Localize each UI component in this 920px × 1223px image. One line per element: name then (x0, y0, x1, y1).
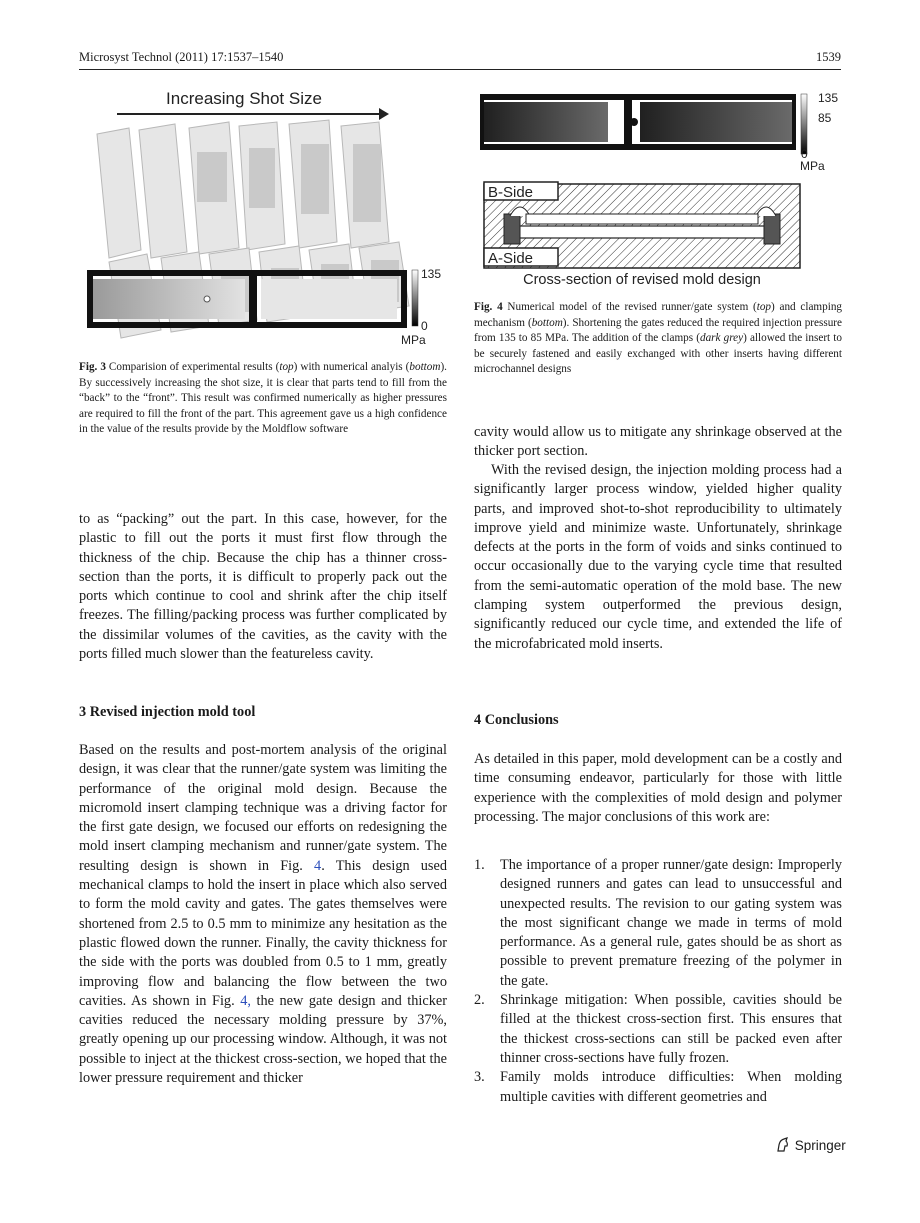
pressure-scale-bar-fig3 (412, 270, 418, 326)
cross-section-label: Cross-section of revised mold design (523, 272, 761, 288)
figure-4-caption: Fig. 4 Numerical model of the revised runner/gate system (top) and clamping mechanism (bottom). Shortening the gates reduced the required injection pressure from 135 to 85 MPa. The addition of the clamps (dark grey) allowed the insert to be securely fastened and easily exchanged with other inserts having different microchannel designs (474, 301, 843, 375)
running-header (79, 50, 841, 70)
fig4-caption-label: Fig. 4 (474, 301, 503, 313)
publisher-footer (775, 1137, 846, 1153)
right-continued-paragraph: cavity would allow us to mitigate any shrinkage observed at the thicker port section. (474, 424, 842, 460)
figure-4-image (474, 86, 842, 291)
pressure-scale-bar-fig4 (801, 94, 807, 154)
list-item: 3. Family molds introduce difficulties: When molding multiple cavities with different geometries and (474, 1069, 842, 1105)
shot-size-arrow-label: Increasing Shot Size (166, 89, 322, 108)
scale-max-label: 135 (421, 267, 442, 281)
revised-design-paragraph: With the revised design, the injection molding process had a significantly larger process window, yielded higher quality parts, and improved shot-to-shot reproducibility to ultimately improve yield and minimize waste. Unfortunately, shrinkage defects at the ports in the form of voids and sinks continued to occur occasionally due to the varying cycle time that resulted from the semi-automatic operation of the mold base. The new clamping system outperformed the previous design, significantly reduced our cycle time, and extended the life of the microfabricated mold inserts. (474, 462, 842, 652)
fig4-link[interactable]: 4, (240, 992, 251, 1009)
list-item: 2. Shrinkage mitigation: When possible, cavities should be filled at the thickest cross-section first. This ensures that the thickest cross-sections can still be packed even after thinner cross-sections have fully frozen. (474, 992, 842, 1066)
scale-mid-label: 85 (818, 111, 832, 125)
b-side-label: B-Side (488, 184, 534, 201)
scale-max-label: 135 (818, 91, 839, 105)
list-item: 1. The importance of a proper runner/gate design: Improperly designed runners and gates can lead to unsuccessful and unexpected results. The revision to our gating system was the most significant change we made in terms of mold performance. As a general rule, gates should be as short as possible to prevent premature freezing of the polymer in the gate. (474, 857, 842, 989)
springer-horse-logo-icon (775, 1137, 791, 1153)
left-continued-paragraph: to as “packing” out the part. In this case, however, for the plastic to fill out the ports it must first flow through the thickness of the chip. Because the chip has a thinner cross-section than the ports, it is difficult to properly pack out the ports which continue to cool and shrink after the chip itself freezes. The filling/packing process was further complicated by the dissimilar volumes of the cavities, as the cavity with the ports filled much slower than the featureless cavity. (79, 511, 447, 663)
publisher-name: Springer (794, 1138, 846, 1153)
a-side-label: A-Side (488, 250, 534, 267)
header-rule (79, 69, 841, 70)
section-4-heading: 4 Conclusions (474, 712, 559, 728)
fig3-caption-label: Fig. 3 (79, 361, 106, 373)
page-number: 1539 (816, 50, 841, 64)
scale-unit-label: MPa (401, 333, 426, 347)
scale-min-label: 0 (421, 319, 428, 333)
figure-3-image (79, 82, 447, 352)
numerical-model-fig4 (480, 94, 796, 150)
journal-citation: Microsyst Technol (2011) 17:1537–1540 (79, 50, 284, 64)
fig4-link[interactable]: 4 (314, 857, 322, 874)
conclusions-list (474, 856, 842, 1107)
arrow-head-icon (379, 108, 389, 120)
section-3-heading: 3 Revised injection mold tool (79, 704, 256, 720)
scale-unit-label: MPa (800, 159, 825, 173)
conclusions-intro: As detailed in this paper, mold development can be a costly and time consuming endeavor, particularly for those with little experience with the complexities of mold design and polymer processing. The major conclusions of this work are: (474, 751, 842, 825)
section-3-paragraph: Based on the results and post-mortem analysis of the original design, it was clear that the runner/gate system was limiting the performance of the original mold design. Because the micromold insert clamping technique was a driving factor for the first gate design, we focused our efforts on redesigning the mold insert clamping mechanism and runner/gate system. The resulting design is shown in Fig. 4. This design used mechanical clamps to hold the insert in place which also served to form the mold cavity and gates. The gates themselves were shortened from 2.5 to 0.5 mm to minimize any hesitation as the plastic flowed down the runner. Finally, the cavity thickness for the side with the ports was doubled from 0.5 to 1 mm, greatly improving flow and balancing the flow between the two cavities. As shown in Fig. 4, the new gate design and thicker cavities reduced the necessary molding pressure by 37%, greatly opening up our processing window. Although, it was not possible to inject at the thickest cross-section, we hoped that the lower pressure requirement and thicker (79, 742, 447, 1087)
figure-3-caption: Fig. 3 Comparision of experimental results (top) with numerical analyis (bottom). By successively increasing the shot size, it is clear that parts tend to fill from the “back” to the “front”. This result was confirmed numerically as higher pressures are required to fill the front of the part. This agreement gave us a high confidence in the value of the results provide by the Moldflow software (79, 361, 447, 435)
scale-min-label: 0 (801, 147, 808, 161)
